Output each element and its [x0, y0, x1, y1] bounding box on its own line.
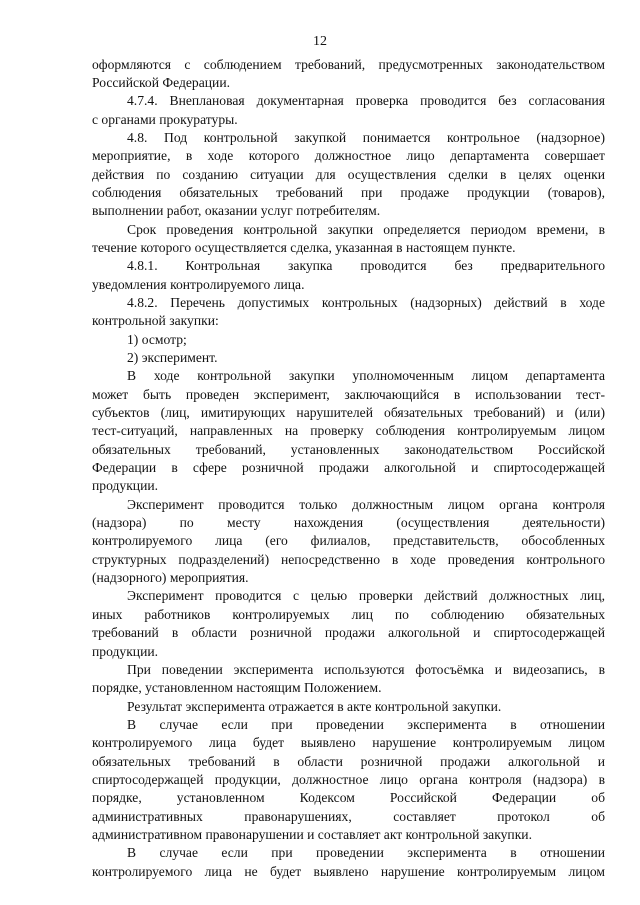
text-line: уведомления контролируемого лица. — [92, 276, 305, 292]
text-line: Срок проведения контрольной закупки определяется периодом времени, в — [127, 221, 605, 237]
text-line: структурных подразделений) непосредственно в ходе проведения контрольного — [92, 551, 605, 567]
document-body — [92, 56, 605, 881]
paragraph — [92, 294, 605, 331]
text-line: административных правонарушениях, составляет протокол об — [92, 808, 605, 824]
paragraph — [92, 587, 605, 660]
text-line: В случае если при проведении эксперимента в отношении — [127, 845, 605, 861]
paragraph — [92, 496, 605, 588]
paragraph — [92, 56, 605, 93]
text-line: контрольной закупки: — [92, 313, 219, 329]
text-line: 4.8.1. Контрольная закупка проводится без предварительного — [127, 258, 605, 274]
text-line: спиртосодержащей продукции, должностное лицо органа контроля (надзора) в — [92, 771, 605, 787]
text-line: мероприятие, в ходе которого должностное лицо департамента совершает — [92, 148, 605, 164]
text-line: Результат эксперимента отражается в акте контрольной закупки. — [127, 698, 502, 714]
text-line: Эксперимент проводится с целью проверки действий должностных лиц, — [127, 588, 605, 604]
text-line: обязательных требований, установленных законодательством Российской — [92, 441, 605, 457]
text-line: выполнении работ, оказании услуг потребителям. — [92, 203, 381, 219]
text-line: 4.8. Под контрольной закупкой понимается контрольное (надзорное) — [127, 129, 605, 145]
text-line: обязательных требований в области розничной продажи алкогольной и — [92, 753, 605, 769]
text-line: Федерации в сфере розничной продажи алкогольной и спиртосодержащей — [92, 460, 605, 476]
paragraph — [92, 331, 605, 349]
text-line: 4.7.4. Внеплановая документарная проверка проводится без согласования — [127, 93, 605, 109]
text-line: может быть проведен эксперимент, заключающийся в использовании тест- — [92, 386, 605, 402]
paragraph — [92, 716, 605, 844]
text-line: В ходе контрольной закупки уполномоченным лицом департамента — [127, 368, 605, 384]
text-line: контролируемого лица будет выявлено нарушение контролируемым лицом — [92, 735, 605, 751]
paragraph — [92, 221, 605, 258]
text-line: порядке, установленном настоящим Положением. — [92, 680, 382, 696]
text-line: контролируемого лица (его филиалов, представительств, обособленных — [92, 533, 605, 549]
text-line: тест-ситуаций, направленных на проверку соблюдения контролируемым лицом — [92, 423, 605, 439]
text-line: требований в области розничной продажи алкогольной и спиртосодержащей — [92, 625, 605, 641]
text-line: (надзора) по месту нахождения (осуществления деятельности) — [92, 515, 605, 531]
text-line: (надзорного) мероприятия. — [92, 570, 249, 586]
paragraph — [92, 661, 605, 698]
text-line: контролируемого лица не будет выявлено нарушение контролируемым лицом — [92, 863, 605, 879]
text-line: 1) осмотр; — [127, 331, 187, 347]
text-line: порядке, установленном Кодексом Российской Федерации об — [92, 790, 605, 806]
text-line: Эксперимент проводится только должностным лицом органа контроля — [127, 496, 605, 512]
text-line: продукции. — [92, 478, 159, 494]
page-number: 12 — [313, 34, 327, 49]
paragraph — [92, 257, 605, 294]
text-line: течение которого осуществляется сделка, указанная в настоящем пункте. — [92, 239, 516, 255]
text-line: иных работников контролируемых лиц по соблюдению обязательных — [92, 606, 605, 622]
text-line: При поведении эксперимента используются фотосъёмка и видеозапись, в — [127, 661, 605, 677]
paragraph — [92, 844, 605, 881]
text-line: действия по созданию ситуации для осуществления сделки в целях оценки — [92, 166, 605, 182]
paragraph — [92, 349, 605, 367]
text-line: 2) эксперимент. — [127, 350, 218, 365]
paragraph — [92, 129, 605, 221]
text-line: продукции. — [92, 643, 159, 659]
text-line: соблюдения обязательных требований при продаже продукции (товаров), — [92, 184, 605, 200]
paragraph — [92, 92, 605, 129]
text-line: оформляются с соблюдением требований, предусмотренных законодательством — [92, 56, 605, 72]
text-line: административном правонарушении и составляет акт контрольной закупки. — [92, 826, 532, 842]
text-line: В случае если при проведении эксперимента в отношении — [127, 716, 605, 732]
text-line: Российской Федерации. — [92, 74, 230, 90]
paragraph — [92, 367, 605, 495]
text-line: с органами прокуратуры. — [92, 111, 238, 127]
text-line: 4.8.2. Перечень допустимых контрольных (надзорных) действий в ходе — [127, 294, 605, 310]
paragraph — [92, 698, 605, 716]
text-line: субъектов (лиц, имитирующих нарушителей обязательных требований) и (или) — [92, 405, 605, 421]
